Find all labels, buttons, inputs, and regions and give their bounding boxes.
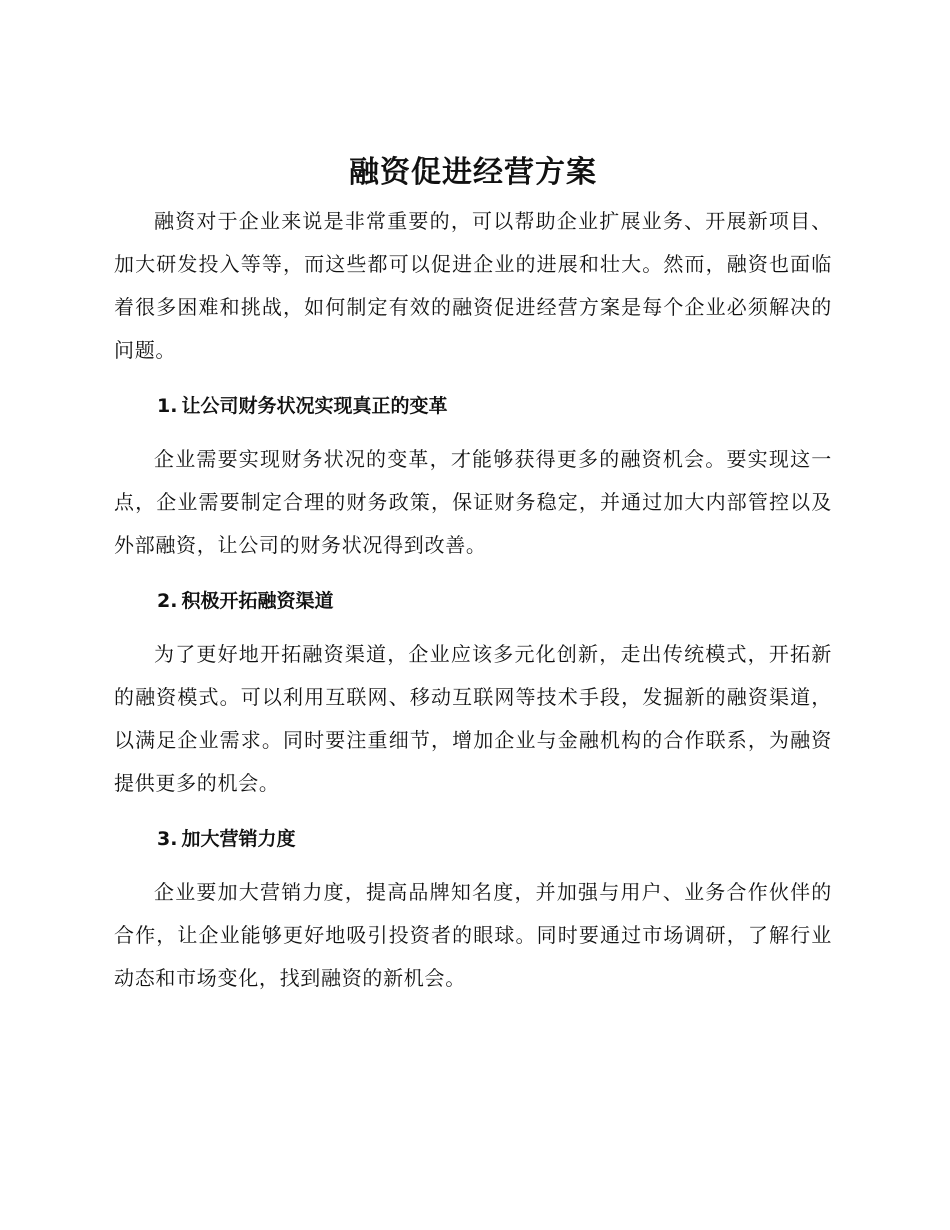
section-heading-text: 加大营销力度	[181, 828, 296, 850]
section-number: 1.	[157, 395, 178, 417]
section-body-3: 企业要加大营销力度，提高品牌知名度，并加强与用户、业务合作伙伴的合作，让企业能够更好地吸引投资者的眼球。同时要通过市场调研，了解行业动态和市场变化，找到融资的新机会。	[114, 880, 832, 990]
section-heading-3	[114, 817, 832, 861]
section-heading-text: 让公司财务状况实现真正的变革	[181, 395, 448, 417]
document-title: 融资促进经营方案	[349, 155, 597, 190]
section-number: 3.	[157, 828, 178, 850]
document-page	[114, 148, 832, 1000]
intro-paragraph: 融资对于企业来说是非常重要的，可以帮助企业扩展业务、开展新项目、加大研发投入等等，而这些都可以促进企业的进展和壮大。然而，融资也面临着很多困难和挑战，如何制定有效的融资促进经营方案是每个企业必须解决的问题。	[114, 209, 832, 362]
section-body-2: 为了更好地开拓融资渠道，企业应该多元化创新，走出传统模式，开拓新的融资模式。可以利用互联网、移动互联网等技术手段，发掘新的融资渠道，以满足企业需求。同时要注重细节，增加企业与金融机构的合作联系，为融资提供更多的机会。	[114, 642, 832, 795]
section-number: 2.	[157, 590, 178, 612]
section-heading-2	[114, 579, 832, 623]
section-heading-1	[114, 384, 832, 428]
section-body-1: 企业需要实现财务状况的变革，才能够获得更多的融资机会。要实现这一点，企业需要制定合理的财务政策，保证财务稳定，并通过加大内部管控以及外部融资，让公司的财务状况得到改善。	[114, 447, 832, 557]
section-heading-text: 积极开拓融资渠道	[181, 590, 334, 612]
